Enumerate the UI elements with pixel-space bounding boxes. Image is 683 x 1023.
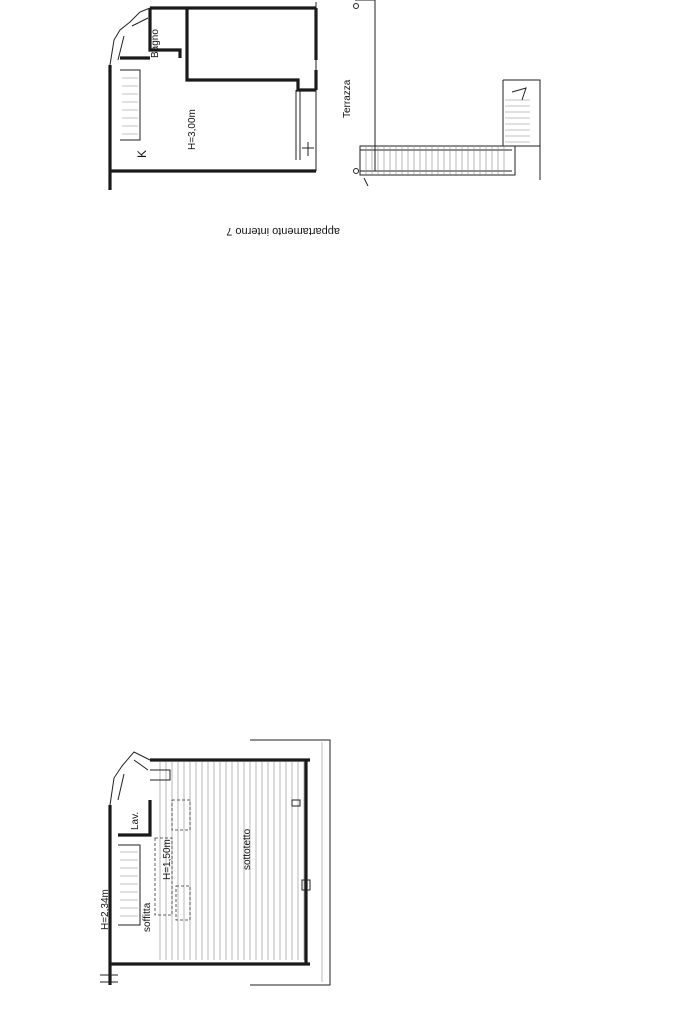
living-room-wall — [187, 8, 316, 90]
outdoor-stair — [503, 80, 540, 180]
living-room-door-frame — [296, 90, 300, 160]
door-swing — [302, 142, 314, 156]
terrace-post — [354, 169, 359, 174]
label-height-main: H=2,34m — [100, 889, 111, 930]
label-bathroom: Bagno — [150, 29, 161, 58]
upper-floor-plan — [110, 0, 540, 237]
label-ceiling: soffitta — [142, 902, 153, 932]
stair — [120, 70, 140, 140]
terrace-post — [354, 4, 359, 9]
entry-marks — [364, 178, 368, 186]
lower-bay-window — [110, 752, 150, 805]
skylight-outline — [172, 800, 190, 830]
label-attic: sottotetto — [242, 828, 253, 870]
lower-floor-plan — [100, 740, 330, 985]
label-height-attic: H=1,50m — [162, 839, 173, 880]
label-terrace: Terrazza — [342, 79, 353, 118]
terrace-railing — [360, 146, 515, 175]
lower-stair — [118, 845, 140, 925]
roof-slope-lines — [160, 762, 304, 960]
label-height: H=3,00m — [187, 109, 198, 150]
label-laundry: Lav. — [130, 811, 141, 830]
label-kitchen: K — [135, 149, 149, 158]
plan-caption: appartamento interno 7 — [226, 225, 340, 237]
